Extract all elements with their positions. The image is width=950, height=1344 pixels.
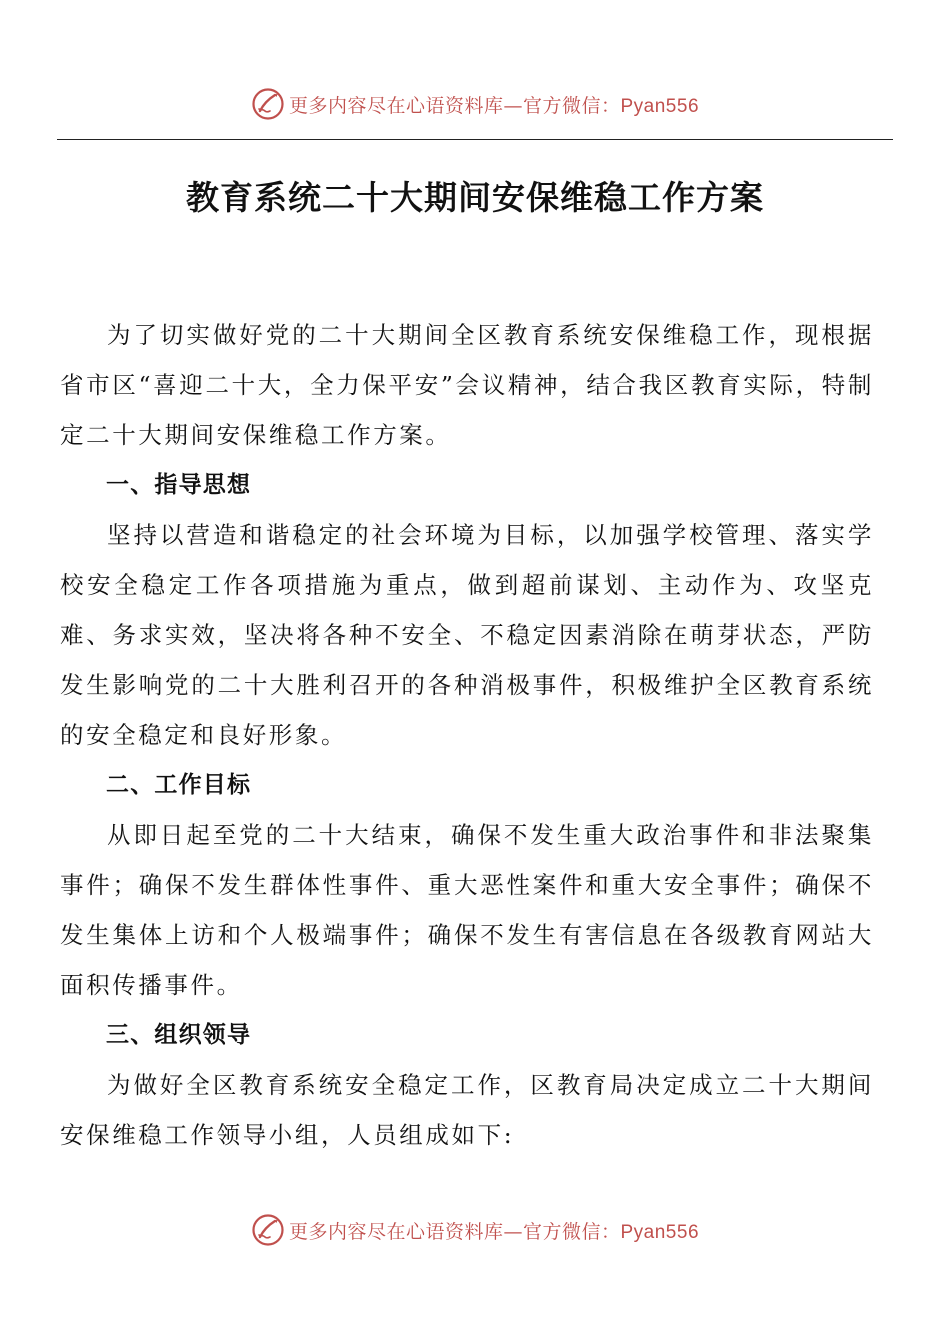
- pen-in-circle-icon: [251, 87, 285, 121]
- header-divider: [57, 139, 893, 140]
- document-body: [60, 310, 874, 1160]
- section-heading-organization: 三、组织领导: [106, 1022, 252, 1048]
- document-title: 教育系统二十大期间安保维稳工作方案: [186, 178, 764, 217]
- pen-in-circle-icon: [251, 1213, 285, 1247]
- wechat-id: Pyan556: [620, 1221, 700, 1243]
- section-heading-work-goals: 二、工作目标: [106, 772, 252, 798]
- section-heading-guiding-ideology: 一、指导思想: [106, 472, 252, 498]
- section-paragraph-organization: 为做好全区教育系统安全稳定工作，区教育局决定成立二十大期间安保维稳工作领导小组，人员组成如下:: [60, 1071, 874, 1149]
- intro-paragraph: 为了切实做好党的二十大期间全区教育系统安保维稳工作，现根据省市区“喜迎二十大，全力保平安”会议精神，结合我区教育实际，特制定二十大期间安保维稳工作方案。: [60, 321, 874, 449]
- watermark-text: 更多内容尽在心语资料库—官方微信：Pyan556: [288, 94, 700, 117]
- section-paragraph-work-goals: 从即日起至党的二十大结束，确保不发生重大政治事件和非法聚集事件；确保不发生群体性事件、重大恶性案件和重大安全事件；确保不发生集体上访和个人极端事件；确保不发生有害信息在各级教育网站大面积传播事件。: [60, 821, 874, 999]
- footer-watermark: [0, 1212, 950, 1248]
- wechat-id: Pyan556: [620, 95, 700, 117]
- watermark-text: 更多内容尽在心语资料库—官方微信：Pyan556: [288, 1220, 700, 1243]
- header-watermark: [0, 86, 950, 122]
- section-paragraph-guiding-ideology: 坚持以营造和谐稳定的社会环境为目标，以加强学校管理、落实学校安全稳定工作各项措施为重点，做到超前谋划、主动作为、攻坚克难、务求实效，坚决将各种不安全、不稳定因素消除在萌芽状态，严防发生影响党的二十大胜利召开的各种消极事件，积极维护全区教育系统的安全稳定和良好形象。: [60, 521, 874, 749]
